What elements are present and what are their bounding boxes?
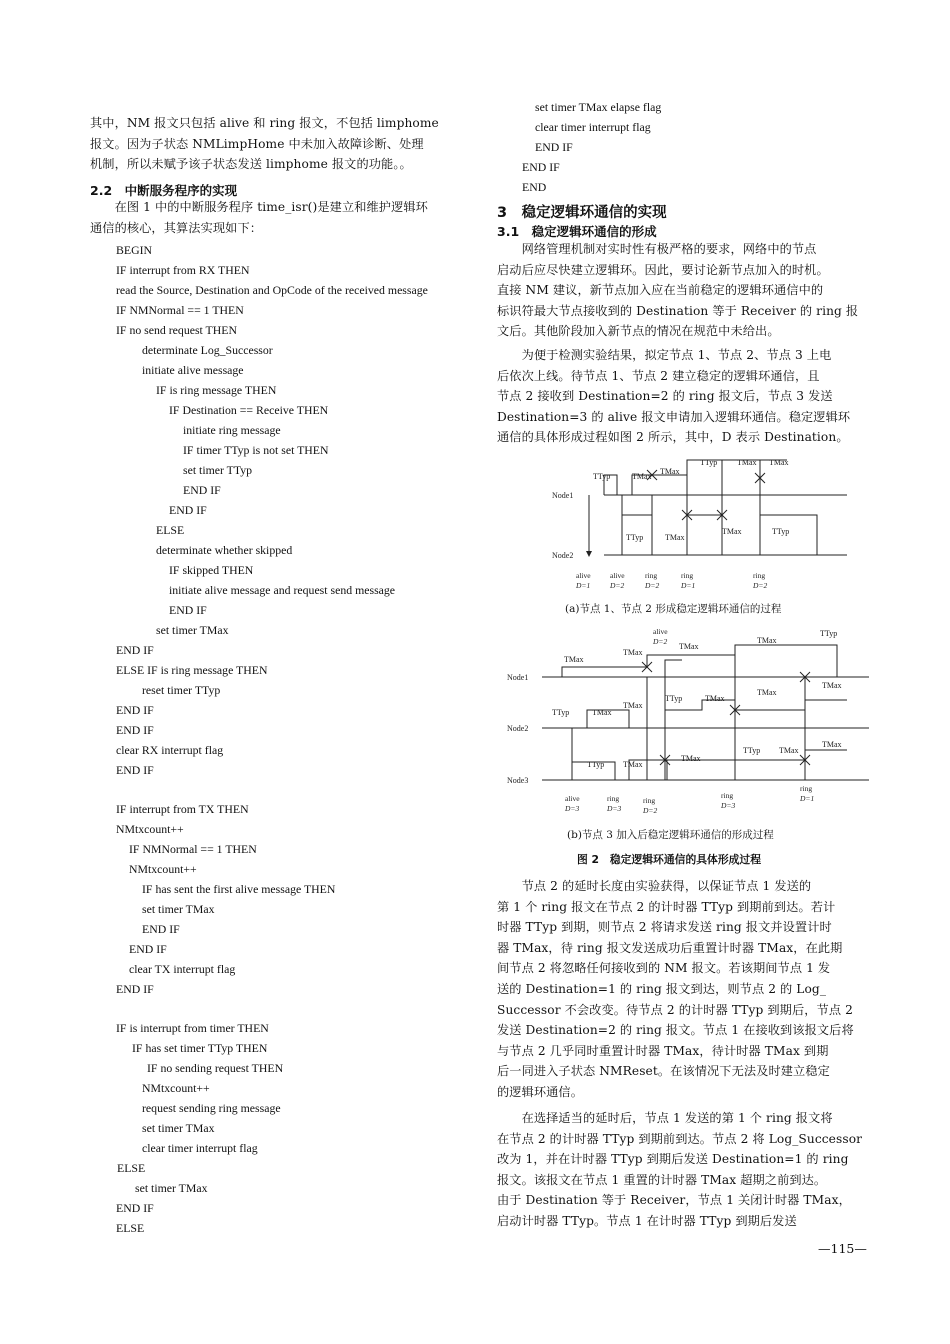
node-label: Node3 [507, 776, 529, 785]
code-line: IF Destination == Receive THEN [169, 403, 329, 417]
timer-label: TMax [722, 527, 742, 536]
event-label: alive [653, 627, 668, 636]
code-line: request sending ring message [142, 1101, 281, 1115]
text-line: 其中，NM 报文只包括 alive 和 ring 报文，不包括 limphome [90, 116, 439, 130]
code-line: END IF [142, 922, 180, 936]
event-label: D=2 [643, 806, 658, 815]
event-label: D=3 [565, 804, 580, 813]
intro-paragraph [90, 113, 466, 175]
text-line: 为便于检测实验结果，拟定节点 1、节点 2、节点 3 上电 [497, 348, 832, 362]
event-label: alive [610, 571, 625, 580]
code-line: NMtxcount++ [116, 822, 184, 836]
text-line: 在选择适当的延时后，节点 1 发送的第 1 个 ring 报文将 [497, 1111, 833, 1125]
figure-2b-timing-diagram [507, 625, 869, 817]
text-line: 器 TMax，待 ring 报文发送成功后重置计时器 TMax，在此期 [497, 940, 843, 955]
figure-2a-timing-diagram [547, 455, 847, 595]
code-line: ELSE [117, 1161, 146, 1175]
node-label: Node1 [507, 673, 529, 682]
timer-label: TMax [623, 760, 643, 769]
timer-label: TTyp [772, 527, 790, 536]
text-line: 报文。该报文在节点 1 重置的计时器 TMax 超期之前到达。 [497, 1172, 827, 1187]
timer-label: TMax [660, 467, 680, 476]
event-label: ring [645, 571, 658, 580]
event-label: D=1 [800, 794, 815, 803]
code-line: END IF [183, 483, 221, 497]
text-line: 标识符最大节点接收到的 Destination 等于 Receiver 的 ring 报 [497, 303, 859, 318]
event-label: alive [576, 571, 591, 580]
code-line: IF no sending request THEN [147, 1061, 284, 1075]
text-line: 机制，所以未赋予该子状态发送 limphome 报文的功能。。 [90, 157, 412, 172]
section-heading-3: 3 稳定逻辑环通信的实现 [497, 205, 667, 221]
code-line: initiate ring message [183, 423, 281, 437]
code-line: END [522, 180, 547, 194]
timer-label: TMax [705, 694, 725, 703]
code-line: initiate alive message and request send message [169, 583, 396, 597]
code-line: NMtxcount++ [129, 862, 197, 876]
text-line: 与节点 2 几乎同时重置计时器 TMax，待计时器 TMax 到期 [497, 1043, 829, 1058]
event-label: D=2 [653, 637, 668, 646]
code-line: END IF [116, 723, 154, 737]
code-line: set timer TMax [142, 902, 215, 916]
timer-label: TMax [757, 636, 777, 645]
text-line: 文后。其他阶段加入新节点的情况在规范中未给出。 [497, 324, 780, 339]
timer-label: TTyp [700, 458, 718, 467]
code-line: IF has sent the first alive message THEN [142, 882, 336, 896]
code-line: BEGIN [116, 243, 153, 257]
timer-label: TMax [623, 648, 643, 657]
figure-2a-caption: (a)节点 1、节点 2 形成稳定逻辑环通信的过程 [565, 603, 782, 615]
code-line: initiate alive message [142, 363, 244, 377]
timer-label: TMax [822, 740, 842, 749]
code-line: END IF [116, 982, 154, 996]
text-line: 节点 2 接收到 Destination=2 的 ring 报文后，节点 3 发送 [497, 389, 833, 404]
timer-label: TMax [681, 754, 701, 763]
paragraph-1 [497, 239, 869, 342]
timer-label: TTyp [587, 760, 605, 769]
timer-label: TMax [679, 642, 699, 651]
code-line: reset timer TTyp [142, 683, 221, 697]
timer-label: TMax [757, 688, 777, 697]
code-line: IF NMNormal == 1 THEN [129, 842, 257, 856]
code-line: set timer TMax [135, 1181, 208, 1195]
code-line: IF is ring message THEN [156, 383, 277, 397]
timer-label: TMax [769, 458, 789, 467]
section-2-2-paragraph [90, 197, 466, 238]
timer-label: TTyp [820, 629, 838, 638]
text-line: 通信的具体形成过程如图 2 所示，其中，D 表示 Destination。 [497, 430, 849, 445]
event-label: ring [607, 794, 620, 803]
text-line: 在节点 2 的计时器 TTyp 到期前到达。节点 2 将 Log_Successor [497, 1131, 863, 1146]
paragraph-2 [497, 345, 869, 448]
arrowhead [586, 551, 592, 557]
code-line: IF skipped THEN [169, 563, 254, 577]
event-label: D=3 [721, 801, 736, 810]
text-line: 启动后应尽快建立逻辑环。因此，要讨论新节点加入的时机。 [497, 262, 829, 277]
code-line: ELSE [116, 1221, 145, 1235]
timer-step [735, 700, 847, 710]
text-line: 报文。因为子状态 NMLimpHome 中未加入故障诊断、处理 [90, 136, 424, 151]
text-line: Successor 不会改变。待节点 2 的计时器 TTyp 到期后，节点 2 [497, 1002, 853, 1017]
code-line: determinate whether skipped [156, 543, 293, 557]
paragraph-3 [497, 876, 869, 1103]
event-label: ring [681, 571, 694, 580]
timer-label: TMax [623, 701, 643, 710]
timer-label: TTyp [743, 746, 761, 755]
code-line: ELSE [156, 523, 185, 537]
timer-step [562, 645, 837, 677]
code-line: END IF [129, 942, 167, 956]
code-line: END IF [116, 643, 154, 657]
code-line: IF timer TTyp is not set THEN [183, 443, 329, 457]
code-line: clear timer interrupt flag [535, 120, 651, 134]
text-line: 的逻辑环通信。 [497, 1084, 584, 1099]
code-line: END IF [116, 1201, 154, 1215]
timer-step [687, 515, 722, 555]
code-line: END IF [116, 763, 154, 777]
node-label: Node1 [552, 491, 574, 500]
timer-label: TMax [592, 708, 612, 717]
code-line: set timer TTyp [183, 463, 253, 477]
code-line: END IF [535, 140, 573, 154]
event-label: D=1 [576, 581, 591, 590]
event-label: D=1 [681, 581, 696, 590]
code-line: set timer TMax [142, 1121, 215, 1135]
text-line: 节点 2 的延时长度由实验获得，以保证节点 1 发送的 [497, 879, 812, 893]
code-line: END IF [169, 503, 207, 517]
timer-label: TMax [822, 681, 842, 690]
code-line: clear RX interrupt flag [116, 743, 224, 757]
text-line: 时器 TTyp 到期，则节点 2 将请求发送 ring 报文并设置计时 [497, 920, 832, 935]
event-label: ring [721, 791, 734, 800]
event-label: ring [643, 796, 656, 805]
timer-label: TTyp [665, 694, 683, 703]
timer-label: TTyp [593, 472, 611, 481]
text-line: 通信的核心，其算法实现如下： [90, 220, 263, 235]
text-line: 由于 Destination 等于 Receiver，节点 1 关闭计时器 TMax， [497, 1193, 851, 1208]
text-line: 送的 Destination=1 的 ring 报文到达，则节点 2 的 Log_ [497, 981, 827, 996]
figure-2b-caption: (b)节点 3 加入后稳定逻辑环通信的形成过程 [567, 829, 774, 841]
text-line: 后一同进入子状态 NMReset。在该情况下无法及时建立稳定 [497, 1064, 830, 1079]
figure-2-title: 图 2 稳定逻辑环通信的具体形成过程 [577, 853, 762, 866]
section-heading-3-1: 3.1 稳定逻辑环通信的形成 [497, 224, 657, 239]
event-label: alive [565, 794, 580, 803]
code-line: IF NMNormal == 1 THEN [116, 303, 244, 317]
event-label: D=3 [607, 804, 622, 813]
code-line: NMtxcount++ [142, 1081, 210, 1095]
event-label: D=2 [753, 581, 768, 590]
text-line: 第 1 个 ring 报文在节点 2 的计时器 TTyp 到期前到达。若计 [497, 899, 836, 914]
section-heading-2-2: 2.2 中断服务程序的实现 [90, 183, 238, 198]
text-line: 改为 1，并在计时器 TTyp 到期后发送 Destination=1 的 ring [497, 1152, 849, 1167]
text-line: 间节点 2 将忽略任何接收到的 NM 报文。若该期间节点 1 发 [497, 961, 831, 976]
event-label: ring [753, 571, 766, 580]
code-line: clear TX interrupt flag [129, 962, 236, 976]
code-line: END IF [116, 703, 154, 717]
code-line: ELSE IF is ring message THEN [116, 663, 268, 677]
text-line: 后依次上线。待节点 1、节点 2 建立稳定的逻辑环通信，且 [497, 368, 820, 383]
code-line: IF is interrupt from timer THEN [116, 1021, 269, 1035]
text-line: 启动计时器 TTyp。节点 1 在计时器 TTyp 到期后发送 [497, 1213, 797, 1228]
page-number: —115— [818, 1241, 867, 1256]
timer-label: TTyp [626, 533, 644, 542]
event-label: ring [800, 784, 813, 793]
node-label: Node2 [507, 724, 529, 733]
text-line: 在图 1 中的中断服务程序 time_isr()是建立和维护逻辑环 [90, 200, 428, 214]
code-line: IF interrupt from TX THEN [116, 802, 249, 816]
code-line: IF no send request THEN [116, 323, 238, 337]
code-line: set timer TMax elapse flag [535, 100, 662, 114]
node-label: Node2 [552, 551, 574, 560]
timer-label: TMax [779, 746, 799, 755]
code-line: clear timer interrupt flag [142, 1141, 258, 1155]
timer-label: TTyp [552, 708, 570, 717]
code-line: END IF [169, 603, 207, 617]
timer-label: TMax [665, 533, 685, 542]
text-line: 直接 NM 建议，新节点加入应在当前稳定的逻辑环通信中的 [497, 283, 824, 298]
code-line: IF interrupt from RX THEN [116, 263, 250, 277]
code-line: END IF [522, 160, 560, 174]
timer-label: TMax [632, 472, 652, 481]
code-line: read the Source, Destination and OpCode of the received message [116, 283, 428, 297]
text-line: Destination=3 的 alive 报文申请加入逻辑环通信。稳定逻辑环 [497, 409, 851, 424]
timer-label: TMax [737, 458, 757, 467]
text-line: 发送 Destination=2 的 ring 报文。节点 1 在接收到该报文后将 [497, 1023, 854, 1038]
paragraph-4 [497, 1108, 869, 1232]
event-label: D=2 [645, 581, 660, 590]
code-line: IF has set timer TTyp THEN [132, 1041, 268, 1055]
text-line: 网络管理机制对实时性有极严格的要求，网络中的节点 [497, 242, 817, 256]
timer-label: TMax [564, 655, 584, 664]
code-line: set timer TMax [156, 623, 229, 637]
code-line: determinate Log_Successor [142, 343, 273, 357]
event-label: D=2 [610, 581, 625, 590]
timer-step [665, 660, 682, 677]
